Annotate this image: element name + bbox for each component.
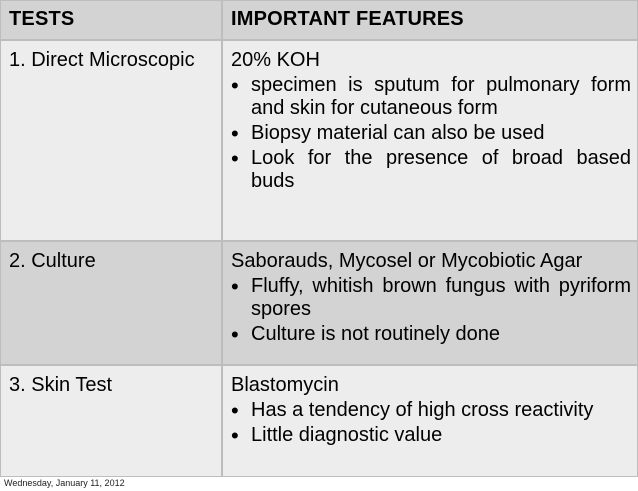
feature-list [231,275,631,346]
test-cell [0,241,222,365]
feature-list [231,74,631,193]
features-cell [222,365,638,477]
test-cell [0,365,222,477]
header-cell-features [222,0,638,40]
header-cell-tests [0,0,222,40]
header-tests-label: TESTS [9,8,75,30]
feature-text: Has a tendency of high cross reactivity [251,399,594,421]
feature-lead: Saborauds, Mycosel or Mycobiotic Agar [231,250,583,272]
table-header-row [0,0,638,40]
features-cell [222,40,638,241]
feature-text: specimen is sputum for pulmonary form and skin for cutaneous form [251,74,631,119]
header-features-label: IMPORTANT FEATURES [231,8,464,30]
feature-text: Look for the presence of broad based buds [251,147,631,192]
features-cell [222,241,638,365]
feature-text: Fluffy, whitish brown fungus with pyriform spores [251,275,631,320]
bullet-icon: • [231,73,239,98]
test-name: 1. Direct Microscopic [9,49,195,71]
list-item [231,275,631,321]
bullet-icon: • [231,423,239,448]
feature-text: Biopsy material can also be used [251,122,545,144]
table-row [0,241,638,365]
feature-list [231,399,631,447]
feature-text: Culture is not routinely done [251,323,501,345]
test-name: 2. Culture [9,250,96,272]
test-name: 3. Skin Test [9,374,113,396]
list-item [231,74,631,120]
table-row [0,365,638,477]
feature-lead: 20% KOH [231,49,320,71]
list-item [231,323,631,346]
list-item [231,424,631,447]
table-row [0,40,638,241]
footer-date: Wednesday, January 11, 2012 [4,478,125,488]
feature-lead: Blastomycin [231,374,339,396]
bullet-icon: • [231,121,239,146]
bullet-icon: • [231,322,239,347]
bullet-icon: • [231,274,239,299]
list-item [231,122,631,145]
feature-text: Little diagnostic value [251,424,443,446]
test-cell [0,40,222,241]
bullet-icon: • [231,398,239,423]
list-item [231,399,631,422]
list-item [231,147,631,193]
bullet-icon: • [231,146,239,171]
